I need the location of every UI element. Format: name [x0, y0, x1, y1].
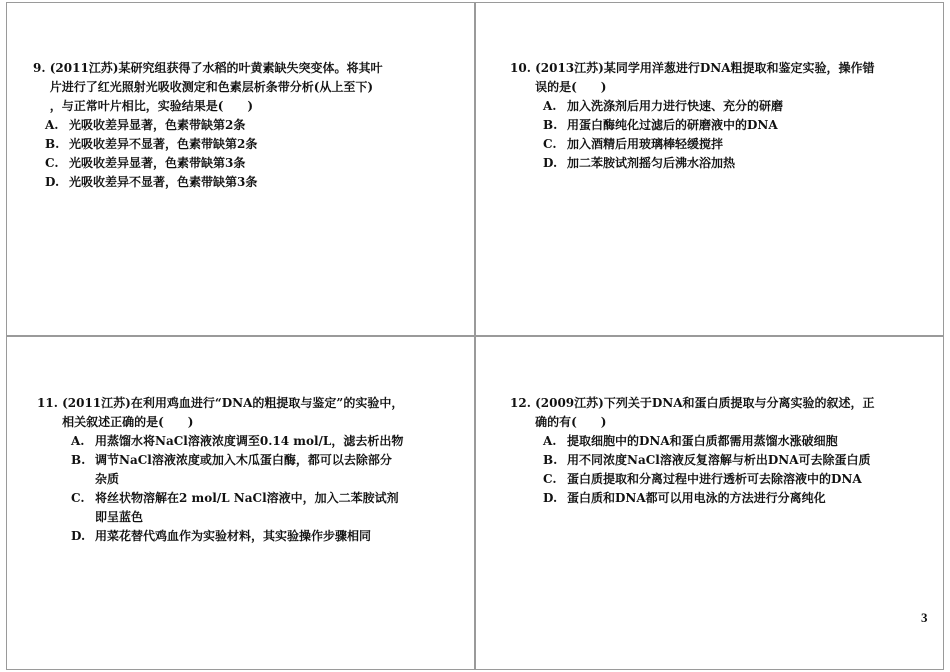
- options-list: [33, 116, 463, 192]
- stem-line: (2009江苏)下列关于DNA和蛋白质提取与分离实验的叙述，正: [535, 396, 875, 410]
- option-c: [71, 489, 462, 527]
- question-number: 11.: [37, 396, 58, 410]
- option-letter: B.: [543, 118, 558, 132]
- option-text: 光吸收差异显著，色素带缺第2条: [69, 118, 246, 132]
- stem-line: 误的是( ): [535, 80, 607, 94]
- option-b: [71, 451, 462, 489]
- option-a: [71, 432, 462, 451]
- stem-line: ，与正常叶片相比，实验结果是( ): [49, 99, 254, 113]
- option-letter: C.: [543, 137, 557, 151]
- question-text: [535, 59, 935, 97]
- option-a: [543, 97, 935, 116]
- question-number: 12.: [510, 396, 531, 410]
- option-a: [543, 432, 935, 451]
- question-9: [33, 59, 463, 192]
- question-number: 9.: [33, 61, 46, 75]
- question-stem: [37, 394, 462, 432]
- option-letter: C.: [45, 156, 59, 170]
- question-text: [50, 59, 463, 116]
- option-b: [45, 135, 463, 154]
- stem-line: (2011江苏)某研究组获得了水稻的叶黄素缺失突变体。将其叶: [49, 61, 383, 75]
- stem-line: 片进行了红光照射光吸收测定和色素层析条带分析(从上至下): [49, 80, 374, 94]
- question-stem: [510, 59, 935, 97]
- option-text: 光吸收差异不显著，色素带缺第3条: [69, 175, 258, 189]
- question-stem: [33, 59, 463, 116]
- question-text: [535, 394, 935, 432]
- question-text: [62, 394, 462, 432]
- option-d: [543, 489, 935, 508]
- option-text: 光吸收差异显著，色素带缺第3条: [69, 156, 246, 170]
- option-letter: A.: [71, 434, 85, 448]
- slide-question-9: [6, 2, 475, 336]
- options-list: [37, 432, 462, 546]
- question-12: [510, 394, 935, 508]
- option-letter: A.: [543, 434, 557, 448]
- option-b: [543, 116, 935, 135]
- option-letter: B.: [45, 137, 60, 151]
- slide-question-10: [475, 2, 944, 336]
- option-letter: D.: [45, 175, 60, 189]
- option-letter: A.: [543, 99, 557, 113]
- option-text: 用菜花替代鸡血作为实验材料，其实验操作步骤相同: [95, 529, 372, 543]
- question-stem: [510, 394, 935, 432]
- stem-line: (2011江苏)在利用鸡血进行“DNA的粗提取与鉴定”的实验中，: [62, 396, 404, 410]
- option-text: 调节NaCl溶液浓度或加入木瓜蛋白酶，都可以去除部分: [95, 453, 392, 467]
- stem-line: 相关叙述正确的是( ): [62, 415, 194, 429]
- option-text-continued: 杂质: [95, 472, 120, 486]
- option-letter: D.: [543, 156, 558, 170]
- option-c: [45, 154, 463, 173]
- option-text: 加二苯胺试剂摇匀后沸水浴加热: [567, 156, 736, 170]
- option-text-continued: 即呈蓝色: [95, 510, 144, 524]
- option-text: 用蒸馏水将NaCl溶液浓度调至0.14 mol/L，滤去析出物: [95, 434, 404, 448]
- option-d: [71, 527, 462, 546]
- option-a: [45, 116, 463, 135]
- option-letter: D.: [71, 529, 86, 543]
- option-letter: B.: [71, 453, 86, 467]
- slide-question-12: [475, 336, 944, 670]
- option-text: 光吸收差异不显著，色素带缺第2条: [69, 137, 258, 151]
- option-text: 加入洗涤剂后用力进行快速、充分的研磨: [567, 99, 784, 113]
- option-letter: B.: [543, 453, 558, 467]
- option-text: 加入酒精后用玻璃棒轻缓搅拌: [567, 137, 724, 151]
- option-text: 蛋白质和DNA都可以用电泳的方法进行分离纯化: [567, 491, 826, 505]
- option-text: 用不同浓度NaCl溶液反复溶解与析出DNA可去除蛋白质: [567, 453, 871, 467]
- option-c: [543, 135, 935, 154]
- page-number: 3: [921, 610, 928, 625]
- option-letter: C.: [543, 472, 557, 486]
- stem-line: 确的有( ): [535, 415, 607, 429]
- option-text: 提取细胞中的DNA和蛋白质都需用蒸馏水涨破细胞: [567, 434, 838, 448]
- option-text: 蛋白质提取和分离过程中进行透析可去除溶液中的DNA: [567, 472, 862, 486]
- option-c: [543, 470, 935, 489]
- option-b: [543, 451, 935, 470]
- options-list: [510, 97, 935, 173]
- option-letter: A.: [45, 118, 59, 132]
- question-number: 10.: [510, 61, 531, 75]
- stem-line: (2013江苏)某同学用洋葱进行DNA粗提取和鉴定实验，操作错: [535, 61, 875, 75]
- option-d: [543, 154, 935, 173]
- question-11: [37, 394, 462, 546]
- option-d: [45, 173, 463, 192]
- option-text: 将丝状物溶解在2 mol/L NaCl溶液中，加入二苯胺试剂: [95, 491, 399, 505]
- slide-question-11: [6, 336, 475, 670]
- question-10: [510, 59, 935, 173]
- option-text: 用蛋白酶纯化过滤后的研磨液中的DNA: [567, 118, 778, 132]
- option-letter: C.: [71, 491, 85, 505]
- option-letter: D.: [543, 491, 558, 505]
- options-list: [510, 432, 935, 508]
